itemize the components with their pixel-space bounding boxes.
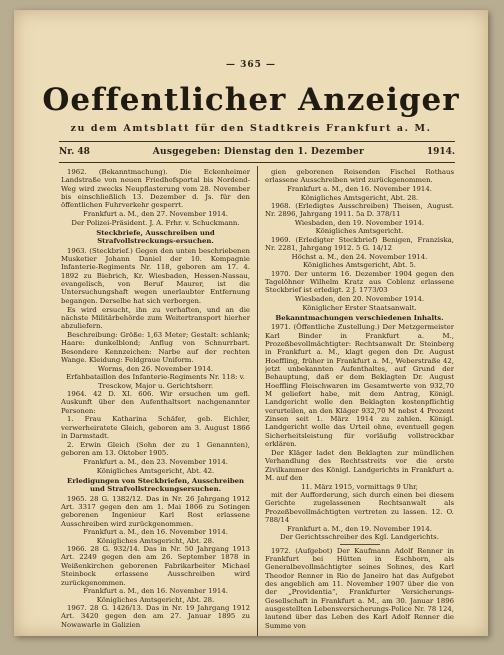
notice-paragraph: 2. Erwin Gleich (Sohn der zu 1 Genannten), geboren am 13. Oktober 1905. xyxy=(61,441,250,458)
notice-paragraph: 1964. 42 D. XI. 606. Wir ersuchen um gefl. Auskunft über den Aufenthaltsort nachgenannter Personen: xyxy=(61,389,250,415)
issue-line xyxy=(59,147,455,157)
signature-line: Höchst a. M., den 24. November 1914. xyxy=(291,252,428,261)
notice-paragraph: 1963. (Steckbrief.) Gegen den unten beschriebenen Musketier Johann Daniel der 10. Kompagnie Infanterie-Regiments Nr. 118, geboren am 17. 4. 1892 zu Biebrich, Kr. Wiesbaden, Hessen-Nassau, evangelisch, von Beruf Maurer, ist die Untersuchungshaft wegen unerlaubter Entfernung begangen. Derselbe hat sich verborgen. xyxy=(61,246,250,305)
signature-line: Frankfurt a. M., den 16. November 1914. xyxy=(83,587,228,596)
notice-paragraph: 1969. (Erledigter Steckbrief) Benigen, Franziska, Nr. 2281, Jahrgang 1912. 5 G. 14/12 xyxy=(265,235,454,253)
newspaper-subtitle: zu dem Amtsblatt für den Stadtkreis Frankfurt a. M. xyxy=(70,123,432,134)
signature-line: Königliches Amtsgericht, Abt. 42. xyxy=(96,466,215,475)
notice-paragraph: 1971. (Öffentliche Zustellung.) Der Metzgermeister Karl Binder in Frankfurt a. M., Prozeßbevollmächtigter: Rechtsanwalt Dr. Steinberg in Frankfurt a. M., klagt gegen den Dr. August Hoeffling, früher in Frankfurt a. M., Weberstraße 42, jetzt unbekannten Aufenthaltes, auf Grund der Behauptung, daß er dem Beklagten Dr. August Hoeffling Fleischwaren im Gesamtwerte von 932,70 M geliefert habe, mit dem Antrag, Königl. Landgericht wolle den Beklagten kostenpflichtig verurteilen, an den Kläger 932,70 M nebst 4 Prozent Zinsen seit 1. März 1914 zu zahlen. Königl. Landgericht wolle das Urteil ohne, eventuell gegen Sicherheitsleistung für vorläufig vollstreckbar erklären. xyxy=(265,323,454,448)
newspaper-title: Oeffentlicher Anzeiger xyxy=(42,82,460,118)
issue-date: Ausgegeben: Dienstag den 1. Dezember xyxy=(152,147,365,157)
notice-paragraph: Der Kläger ladet den Beklagten zur mündlichen Verhandlung des Rechtsstreits vor die erste Zivilkammer des Königl. Landgerichts in Frankfurt a. M. auf den xyxy=(265,448,454,482)
issue-number: Nr. 48 xyxy=(59,147,90,157)
signature-line: Frankfurt a. M., den 23. November 1914. xyxy=(83,458,228,467)
signature-line: Königliches Amtsgericht, Abt. 28. xyxy=(300,193,419,202)
notice-paragraph: 1962. (Bekanntmachung). Die Eckenheimer Landstraße von neuen Friedhofsportal bis Nordend-Weg wird zwecks Neupflasterung vom 28. November bis einschließlich 13. Dezember d. Js. für den öffentlichen Fuhrverkehr gesperrt. xyxy=(61,168,250,210)
signature-line: Worms, den 26. November 1914. xyxy=(97,364,214,373)
section-heading: Erledigungen von Steckbriefen, Ausschreiben und Strafvollstreckungsersuchen. xyxy=(66,476,245,494)
signature-line: Königliches Amtsgericht, Abt. 28. xyxy=(96,595,215,604)
header-rule-top xyxy=(59,141,455,142)
notice-paragraph: 1972. (Aufgebot) Der Kaufmann Adolf Renner in Frankfurt bei Hütten in Eschborn, als Generalbevollmächtigter seines Sohnes, des Karl Theodor Renner in Rio de Janeiro hat das Aufgebot des angeblich am 11. November 1907 über die von der „Providentia“, Frankfurter Versicherungs-Gesellschaft in Frankfurt a. M., am 30. Januar 1896 ausgestellten Lebensversicherungs-Police Nr. 78 124, lautend über das Leben des Karl Adolf Renner die Summe von xyxy=(265,546,454,630)
signature-line: Wiesbaden, den 20. November 1914. xyxy=(294,295,425,304)
signature-line: 11. März 1915, vormittags 9 Uhr, xyxy=(301,482,418,491)
signature-line: Frankfurt a. M., den 27. November 1914. xyxy=(83,210,228,219)
notice-paragraph: 1965. 28 G. 1382/12. Das in Nr. 26 Jahrgang 1912 Art. 3317 gegen den am 1. Mai 1866 zu Sotingen geborenen Ingenieur Karl Rost erlassene Ausschreiben wird zurückgenommen. xyxy=(61,494,250,528)
section-heading: Steckbriefe, Ausschreiben und Strafvollstreckungs-ersuchen. xyxy=(96,228,215,246)
notice-paragraph: Beschreibung: Größe: 1,63 Meter; Gestalt: schlank; Haare: dunkelblond; Anflug von Schnurrbart. Besondere Kennzeichen: Narbe auf der rechten Wange. Kleidung: Feldgraue Uniform. xyxy=(61,331,250,365)
notice-paragraph: 1967. 28 G. 1426/13. Das in Nr. 19 Jahrgang 1912 Art. 3420 gegen den am 27. Januar 1895 zu Nowawarle in Galizien xyxy=(61,604,250,629)
signature-line: Frankfurt a. M., den 19. November 1914. xyxy=(287,524,432,533)
signature-line: Erfahbataillon des Infanterie-Regiments Nr. 118: v. Tresckow, Major u. Gerichtsherr. xyxy=(66,373,245,390)
right-column xyxy=(265,168,454,636)
page-number: — 365 — xyxy=(225,60,277,70)
signature-line: Frankfurt a. M., den 16. November 1914. xyxy=(287,185,432,194)
signature-line: Königliches Amtsgericht. xyxy=(315,227,404,236)
signature-line: Frankfurt a. M., den 16. November 1914. xyxy=(83,528,228,537)
notice-paragraph: 1970. Der unterm 16. Dezember 1904 gegen den Tagelöhner Wilhelm Kratz aus Coblenz erlassene Steckbrief ist erledigt. 2 J. 1773/03 xyxy=(265,269,454,295)
left-column xyxy=(61,168,250,636)
notice-paragraph: gien geborenen Reisenden Fischel Rothaus erlassene Ausschreiben wird zurückgenommen. xyxy=(265,168,454,185)
newspaper-page xyxy=(14,10,488,636)
column-divider xyxy=(257,166,258,636)
signature-line: Königlicher Erster Staatsanwalt. xyxy=(302,303,417,312)
section-separator xyxy=(340,544,380,545)
signature-line: Der Polizei-Präsident. J. A. Frhr. v. Schuckmann. xyxy=(71,218,240,227)
notice-paragraph: 1966. 28 G. 932/14. Das in Nr. 50 Jahrgang 1913 Art. 2249 gegen den am 26. September 1878 in Weißenkirchen geborenen Fabrikarbeiter Michael Steinbock erlassene Ausschreiben wird zurückgenommen. xyxy=(61,545,250,587)
issue-year: 1914. xyxy=(426,147,455,157)
notice-paragraph: Es wird ersucht, ihn zu verhaften, und an die nächste Militärbehörde zum Weitertransport hierher abzuliefern. xyxy=(61,305,250,331)
signature-line: Königliches Amtsgericht, Abt. 5. xyxy=(302,261,417,270)
signature-line: Wiesbaden, den 19. November 1914. xyxy=(294,219,425,228)
notice-paragraph: 1. Frau Katharina Schäfer, geb. Eichler, verwerheiratete Gleich, geboren am 3. August 1866 in Darmstadt. xyxy=(61,415,250,441)
signature-line: Königliches Amtsgericht, Abt. 28. xyxy=(96,536,215,545)
section-heading: Bekanntmachungen verschiedenen Inhalts. xyxy=(275,313,444,322)
notice-paragraph: mit der Aufforderung, sich durch einen bei diesem Gerichte zugelassenen Rechtsanwalt als Prozeßbevollmächtigten vertreten zu lassen. 12. O. 788/14 xyxy=(265,491,454,525)
header-rule-bottom xyxy=(59,162,455,163)
notice-paragraph: 1968. (Erledigtes Ausschreiben) Theisen, August. Nr. 2896, Jahrgang 1911. 5a D. 378/11 xyxy=(265,201,454,219)
signature-line: Der Gerichtsschreiber des Kgl. Landgerichts. xyxy=(280,533,439,542)
